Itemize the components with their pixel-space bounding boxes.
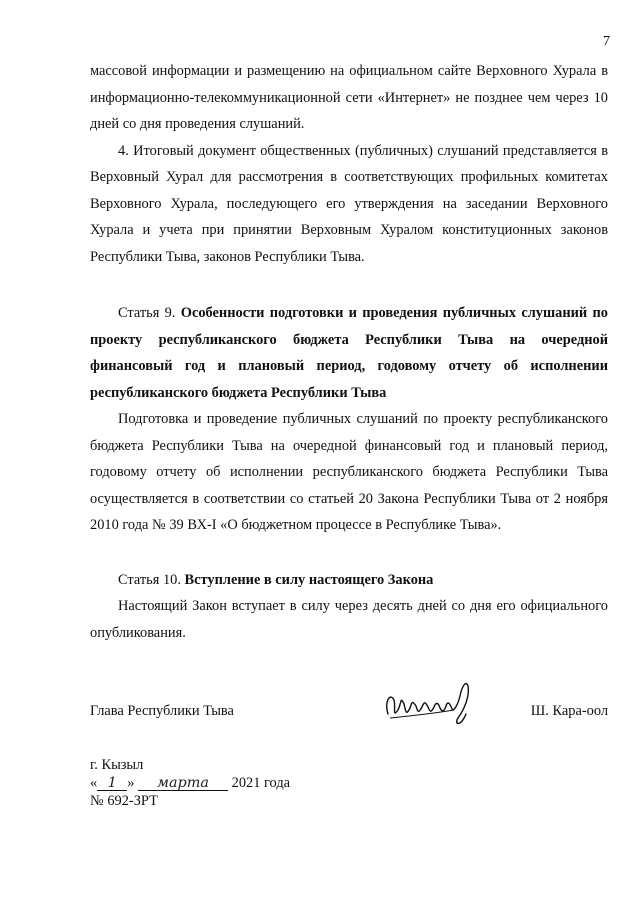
date-day: 1 [97,776,127,791]
article-10-body: Настоящий Закон вступает в силу через десять дней со дня его официального опубликования. [90,598,608,641]
article-10-title: Вступление в силу настоящего Закона [184,571,434,588]
article-10-label: Статья 10. [118,571,185,588]
document-body [90,58,608,646]
date-close-quote: » [127,775,135,791]
date-month: марта [138,776,228,791]
article-9-label: Статья 9. [118,305,181,321]
article-9-title: Особенности подготовки и проведения публичных слушаний по проекту республиканского бюджета Республики Тыва на очередной финансовый год и плановый период, годовому отчету об исполнении республиканского бюджета Республики Тыва [90,305,608,401]
law-number: № 692-ЗРТ [90,793,158,809]
signatory-name: Ш. Кара-оол [530,703,608,719]
article-9-heading [90,300,608,406]
signature-block [90,686,608,736]
date-open-quote: « [90,775,98,791]
paragraph-continuation: массовой информации и размещению на официальном сайте Верховного Хурала в информационно-телекоммуникационной сети «Интернет» не позднее чем через 10 дней со дня проведения слушаний. [90,63,608,132]
article-10-heading [90,567,608,594]
city: г. Кызыл [90,757,144,773]
signatory-title: Глава Республики Тыва [90,703,234,719]
article-9-body: Подготовка и проведение публичных слушаний по проекту республиканского бюджета Республики Тыва на очередной финансовый год и плановый период, годовому отчету об исполнении республиканского бюджета Республики Тыва осуществляется в соответствии со статьей 20 Закона Республики Тыва от 2 ноября 2010 года № 39 ВХ-I «О бюджетном процессе в Республике Тыва». [90,411,608,533]
paragraph-item-4: 4. Итоговый документ общественных (публичных) слушаний представляется в Верховный Хурал для рассмотрения в соответствующих профильных комитетах Верховного Хурала, последующего его утверждения на заседании Верховного Хурала и учета при принятии Верховным Хуралом конституционных законов Республики Тыва, законов Республики Тыва. [90,142,608,265]
handwritten-signature [380,674,480,734]
document-footer [90,756,290,810]
date-year: 2021 года [231,775,291,791]
signing-date [90,774,290,792]
page-number: 7 [603,34,610,49]
